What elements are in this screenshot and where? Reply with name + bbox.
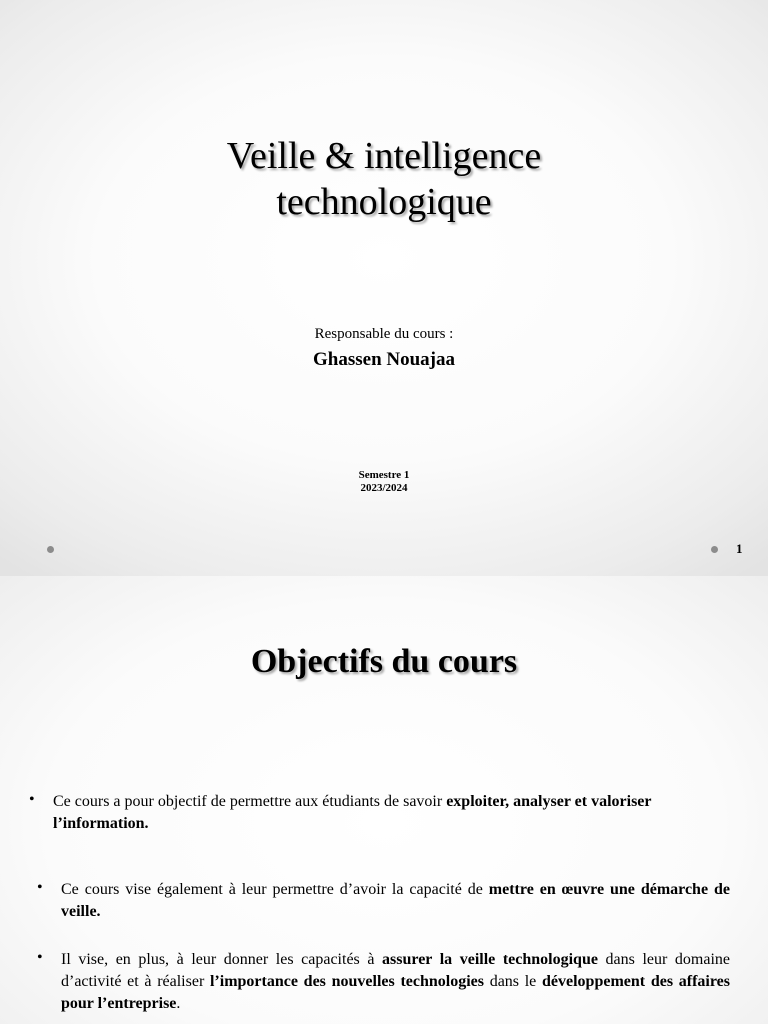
bullet-bold-text: l’importance des nouvelles technologies — [209, 973, 484, 990]
slide-title-line1: Veille & intelligence — [226, 135, 542, 177]
page-number: 1 — [736, 541, 743, 556]
slide-title — [0, 134, 768, 225]
responsable-name: Ghassen Nouajaa — [313, 349, 455, 370]
bullet-item-3 — [37, 949, 730, 1015]
decorative-dot-right — [711, 546, 718, 553]
bullet-bold-text: développement des affaires pour l’entreprise — [61, 973, 730, 1012]
bullet-text: Ce cours vise également à leur permettre d’avoir la capacité de — [61, 881, 489, 898]
bullet-bold-text: assurer la veille technologique — [382, 951, 598, 968]
bullet-text: dans le — [483, 973, 542, 990]
decorative-dot-left — [47, 546, 54, 553]
semestre-info — [0, 469, 768, 495]
slide-title: Objectifs du cours — [250, 643, 518, 680]
bullet-text: Ce cours a pour objectif de permettre aux étudiants de savoir — [53, 793, 447, 810]
slide-title-line2: technologique — [276, 180, 492, 223]
bullet-bold-text: exploiter, analyser et valoriser l’information. — [53, 793, 652, 832]
slide-2 — [0, 576, 768, 1024]
bullet-item-1 — [29, 791, 718, 835]
bullet-text: . — [176, 995, 181, 1012]
bullet-mark: • — [37, 949, 43, 966]
bullet-bold-text: mettre en œuvre une démarche de veille. — [61, 881, 730, 920]
bullet-text: Il vise, en plus, à leur donner les capacités à — [61, 951, 383, 968]
annee-label: 2023/2024 — [360, 482, 408, 495]
bullet-item-2 — [37, 879, 730, 923]
semestre-label: Semestre 1 — [358, 469, 410, 481]
bullet-mark: • — [29, 791, 35, 808]
bullet-text: dans leur domaine d’activité et à réaliser — [61, 951, 730, 990]
responsable-label: Responsable du cours : — [314, 326, 454, 342]
bullet-mark: • — [37, 879, 43, 896]
